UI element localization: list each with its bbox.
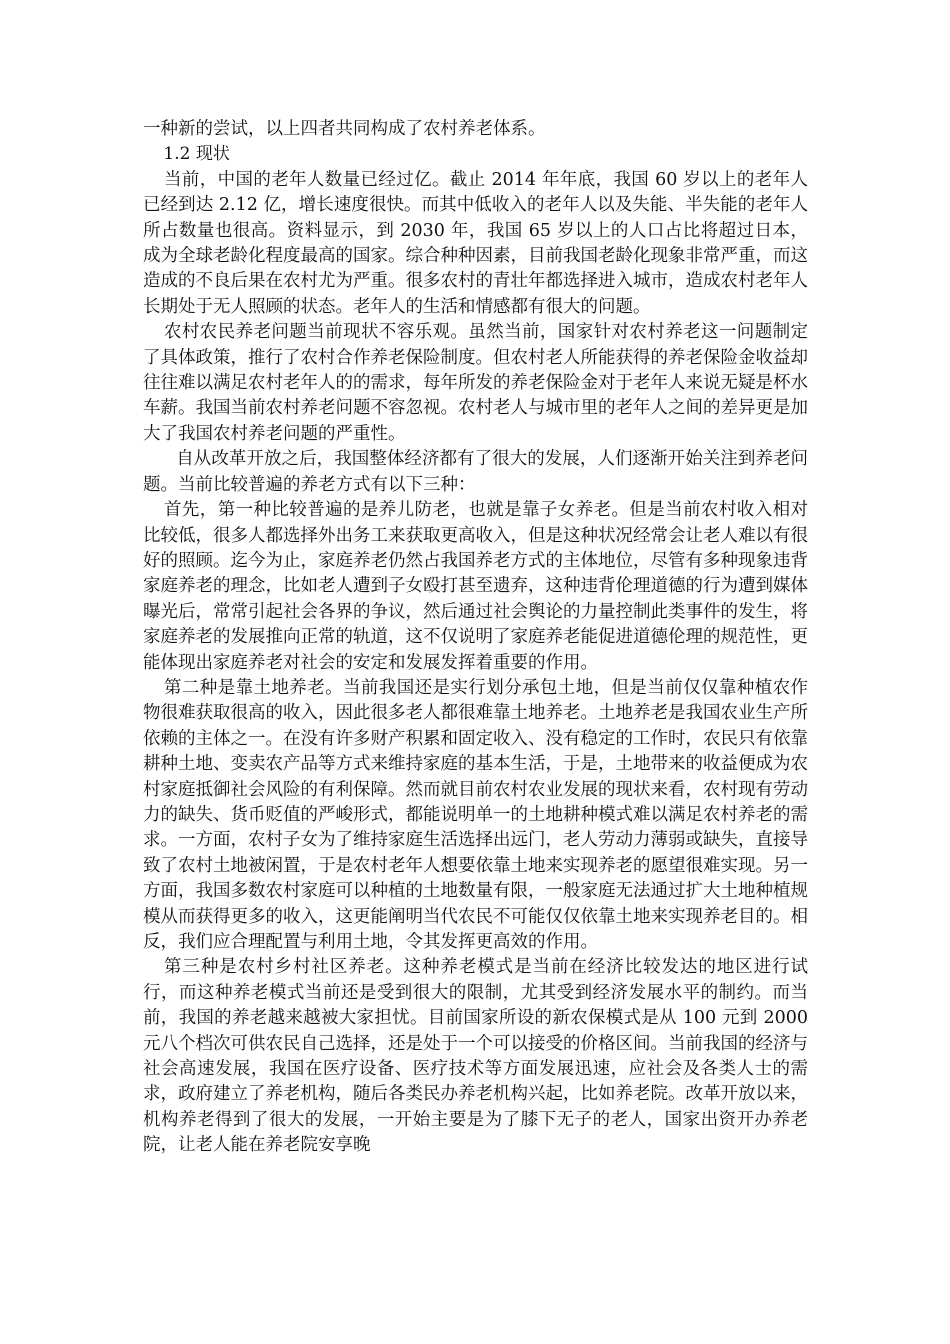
paragraph-community-support: 第三种是农村乡村社区养老。这种养老模式是当前在经济比较发达的地区进行试行，而这种养老模式当前还是受到很大的限制，尤其受到经济发展水平的制约。而当前，我国的养老越来越被大家担忧。目前国家所设的新农保模式是从 100 元到 2000 元八个档次可供农民自己选择，还是处于一个可以接受的价格区间。当前我国的经济与社会高速发展，我国在医疗设备、医疗技术等方面发展迅速，应社会及各类人士的需求，政府建立了养老机构，随后各类民办养老机构兴起，比如养老院。改革开放以来，机构养老得到了很大的发展，一开始主要是为了膝下无子的老人，国家出资开办养老院，让老人能在养老院安享晚 [143,957,808,1156]
paragraph-rural-pension-problem: 农村农民养老问题当前现状不容乐观。虽然当前，国家针对农村养老这一问题制定了具体政策，推行了农村合作养老保险制度。但农村老人所能获得的养老保险金收益却往往难以满足农村老年人的的需求，每年所发的养老保险金对于老年人来说无疑是杯水车薪。我国当前农村养老问题不容忽视。农村老人与城市里的老年人之间的差异更是加大了我国农村养老问题的严重性。 [143,322,808,444]
paragraph-family-support: 首先，第一种比较普遍的是养儿防老，也就是靠子女养老。但是当前农村收入相对比较低，很多人都选择外出务工来获取更高收入，但是这种状况经常会让老人难以有很好的照顾。迄今为止，家庭养老仍然占我国养老方式的主体地位，尽管有多种现象违背家庭养老的理念，比如老人遭到子女殴打甚至遗弃，这种违背伦理道德的行为遭到媒体曝光后，常常引起社会各界的争议，然后通过社会舆论的力量控制此类事件的发生，将家庭养老的发展推向正常的轨道，这不仅说明了家庭养老能促进道德伦理的规范性，更能体现出家庭养老对社会的安定和发展发挥着重要的作用。 [143,500,808,673]
paragraph-current-status: 当前，中国的老年人数量已经过亿。截止 2014 年年底，我国 60 岁以上的老年人已经到达 2.12 亿，增长速度很快。而其中低收入的老年人以及失能、半失能的老年人所占数量也很高。资料显示，到 2030 年，我国 65 岁以上的人口占比将超过日本，成为全球老龄化程度最高的国家。综合种种因素，目前我国老龄化现象非常严重，而这造成的不良后果在农村尤为严重。很多农村的青壮年都选择进入城市，造成农村老年人长期处于无人照顾的状态。老年人的生活和情感都有很大的问题。 [143,169,808,317]
section-heading: 1.2 现状 [163,144,230,165]
document-body [143,117,808,1159]
paragraph-three-methods-intro: 自从改革开放之后，我国整体经济都有了很大的发展，人们逐渐开始关注到养老问题。当前比较普遍的养老方式有以下三种： [143,449,808,495]
paragraph-continuation: 一种新的尝试，以上四者共同构成了农村养老体系。 [143,119,546,139]
paragraph-land-support: 第二种是靠土地养老。当前我国还是实行划分承包土地，但是当前仅仅靠种植农作物很难获取很高的收入，因此很多老人都很难靠土地养老。土地养老是我国农业生产所依赖的主体之一。在没有许多财产积累和固定收入、没有稳定的工作时，农民只有依靠耕种土地、变卖农产品等方式来维持家庭的基本生活，于是，土地带来的收益便成为农村家庭抵御社会风险的有利保障。然而就目前农村农业发展的现状来看，农村现有劳动力的缺失、货币贬值的严峻形式，都能说明单一的土地耕种模式难以满足农村养老的需求。一方面，农村子女为了维持家庭生活选择出远门，老人劳动力薄弱或缺失，直接导致了农村土地被闲置，于是农村老年人想要依靠土地来实现养老的愿望很难实现。另一方面，我国多数农村家庭可以种植的土地数量有限，一般家庭无法通过扩大土地种植规模从而获得更多的收入，这更能阐明当代农民不可能仅仅依靠土地来实现养老目的。相反，我们应合理配置与利用土地，令其发挥更高效的作用。 [143,677,808,952]
